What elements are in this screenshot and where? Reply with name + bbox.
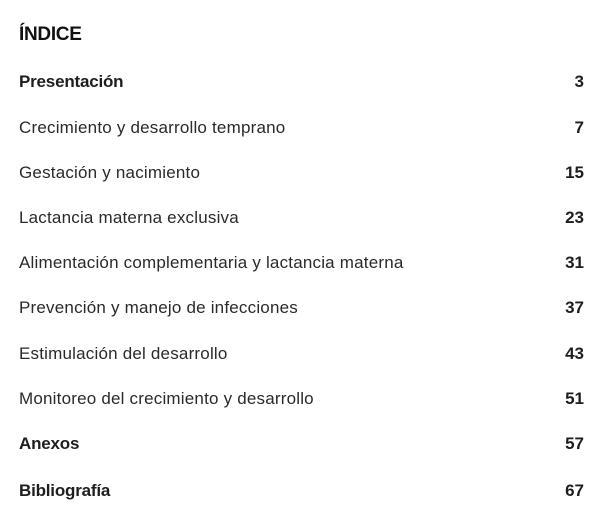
toc-entry-page-number: 37: [565, 298, 584, 317]
toc-entry-title: Alimentación complementaria y lactancia materna: [19, 253, 404, 272]
toc-entry-estimulacion: [19, 342, 584, 366]
toc-entry-page-number: 57: [565, 434, 584, 453]
toc-entry-page-number: 15: [565, 163, 584, 182]
toc-entry-prevencion: [19, 296, 584, 320]
toc-entry-page-number: 51: [565, 389, 584, 408]
toc-entry-alimentacion: [19, 251, 584, 275]
toc-entry-title: Presentación: [19, 72, 124, 91]
toc-entry-bibliografia: [19, 479, 584, 503]
toc-entry-page-number: 43: [565, 344, 584, 363]
toc-entry-title: Crecimiento y desarrollo temprano: [19, 118, 286, 137]
toc-entry-title: Monitoreo del crecimiento y desarrollo: [19, 389, 314, 408]
toc-entry-crecimiento: [19, 116, 584, 140]
toc-entry-title: Gestación y nacimiento: [19, 163, 201, 182]
toc-entry-title: Prevención y manejo de infecciones: [19, 298, 298, 317]
toc-entry-gestacion: [19, 161, 584, 185]
toc-entry-title: Estimulación del desarrollo: [19, 344, 228, 363]
toc-entry-anexos: [19, 432, 584, 456]
toc-entry-title: Anexos: [19, 434, 80, 453]
toc-entry-page-number: 67: [565, 481, 584, 500]
toc-entry-monitoreo: [19, 387, 584, 411]
toc-entry-presentacion: [19, 70, 584, 94]
toc-entry-page-number: 23: [565, 208, 584, 227]
toc-heading: ÍNDICE: [19, 24, 82, 45]
toc-entry-page-number: 3: [574, 72, 584, 91]
toc-entry-title: Lactancia materna exclusiva: [19, 208, 239, 227]
toc-entry-page-number: 7: [574, 118, 584, 137]
toc-entry-page-number: 31: [565, 253, 584, 272]
toc-entry-title: Bibliografía: [19, 481, 111, 500]
toc-entry-lactancia: [19, 206, 584, 230]
